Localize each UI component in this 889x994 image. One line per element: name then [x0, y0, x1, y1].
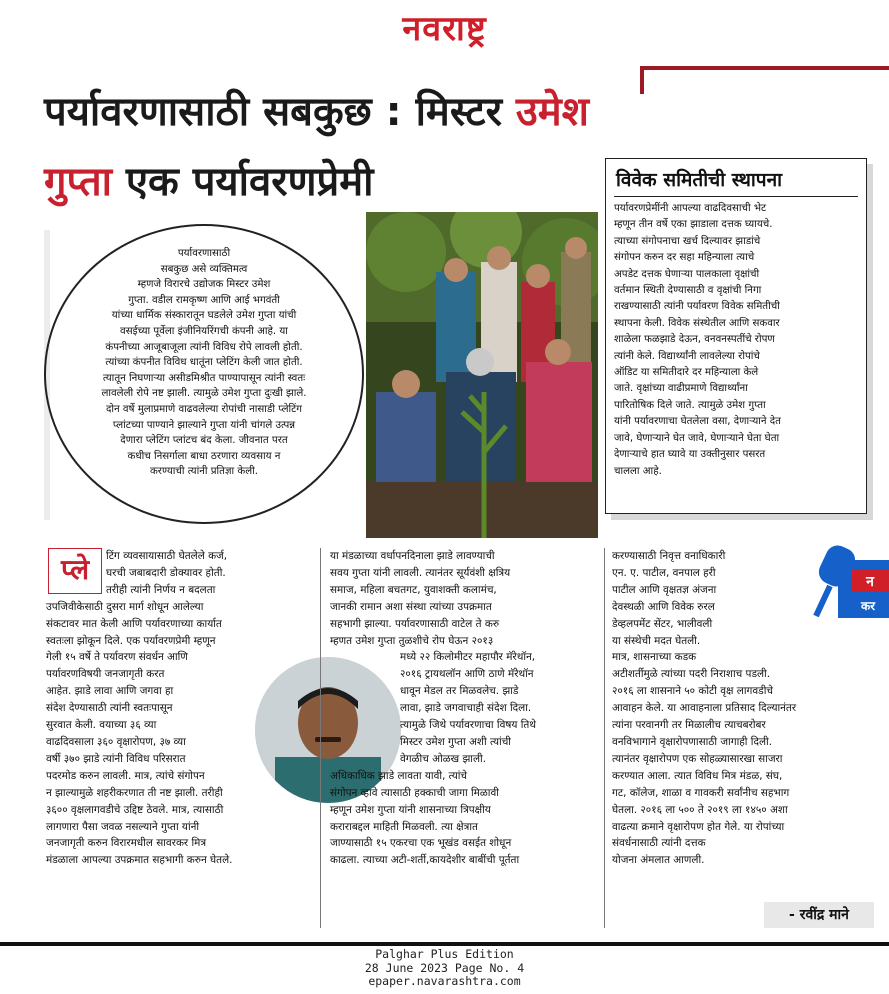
body-line: जाण्यासाठी १५ एकरचा एक भूखंड वसईत शोधून	[330, 837, 512, 850]
body-line: तरीही त्यांनी निर्णय न बदलता	[106, 583, 216, 596]
body-line: त्यामुळे जिथे पर्यावरणाचा विषय तिथे	[400, 719, 536, 732]
headline-highlight-1: उमेश	[515, 89, 589, 135]
intro-line: करण्याची त्यांनी प्रतिज्ञा केली.	[149, 466, 258, 478]
body-line: संदेश देण्यासाठी त्यांनी स्वतःपासून	[46, 702, 173, 715]
body-line: डेव्हलपमेंट सेंटर, भालीवली	[612, 617, 713, 630]
sidebar-line: त्यांनी केले. विद्यार्थ्यांनी लावलेल्या रोपांचे	[614, 350, 760, 362]
intro-line: सबकुछ असे व्यक्तिमत्व	[160, 263, 248, 275]
body-line: टिंग व्यवसायासाठी घेतलेले कर्ज,	[106, 550, 228, 562]
intro-line: प्लांटच्या पाण्याने झाल्याने गुप्ता यांनी चांगले उत्पन्न	[112, 419, 296, 431]
body-line: संगोपन व्हावे त्यासाठी हक्काची जागा मिळावी	[330, 786, 499, 799]
intro-line: कधीच निसर्गाला बाधा ठरणारा व्यवसाय न	[127, 450, 281, 462]
sidebar-line: वर्तमान स्थिती देण्यासाठी व वृक्षांची निगा	[614, 285, 762, 297]
body-column-2	[330, 548, 600, 869]
sidebar-line: देणाऱ्याचे हात घ्यावे या उक्तीनुसार पसरत	[614, 449, 766, 461]
masthead	[0, 0, 889, 52]
sidebar-line: चालला आहे.	[614, 465, 662, 477]
headline-line-2	[44, 156, 604, 208]
dropcap	[48, 548, 102, 594]
intro-line: त्यातून निघणाऱ्या असीडमिश्रीत पाण्यापासून त्यांनी स्वतः	[102, 372, 306, 384]
sidebar-line: ऑडिट या समितीदारे दर महिन्याला केले	[614, 367, 759, 379]
body-line: सवय गुप्ता यांनी लावली. त्यानंतर सूर्यवंशी क्षत्रिय	[330, 566, 511, 579]
body-line: मंडळाला आपल्या उपक्रमात सहभागी करुन घेतले.	[46, 854, 233, 867]
intro-line: पर्यावरणासाठी	[177, 248, 231, 259]
body-line: संवर्धनासाठी त्यांनी दत्तक	[612, 837, 706, 850]
footer-site: epaper.navarashtra.com	[368, 974, 521, 988]
logo-text-top: न	[866, 574, 874, 590]
body-line: योजना अंमलात आणली.	[612, 854, 705, 867]
body-line: या संस्थेची मदत घेतली.	[612, 634, 701, 647]
intro-line: कंपनीच्या आजूबाजूला त्यांनी विविध रोपे लावली होती.	[105, 341, 303, 353]
headline-text-2: एक पर्यावरणप्रेमी	[112, 159, 374, 205]
body-line: पाटील आणि वृक्षतज्ञ अंजना	[612, 583, 717, 596]
intro-line: वसईच्या पूर्वेला इंजीनियरिंगची कंपनी आहे. या	[120, 325, 288, 337]
footer-edition: Palghar Plus Edition	[375, 947, 514, 961]
tree-planting-photo-image	[366, 212, 598, 538]
sidebar-line: अपडेट दत्तक घेणाऱ्या पालकाला वृक्षांची	[614, 268, 760, 280]
body-line: अटीशर्तीमुळे त्यांच्या पदरी निराशाच पडली.	[612, 668, 771, 681]
column-divider-1	[320, 548, 321, 928]
body-line: करण्यासाठी निवृत्त वनाधिकारी	[612, 550, 726, 562]
intro-circle	[44, 224, 364, 524]
body-line: मध्ये २२ किलोमीटर महापौर मॅरेथॉन,	[400, 651, 536, 664]
headline-text-1: पर्यावरणासाठी सबकुछ : मिस्टर	[44, 89, 516, 135]
headline-line-1	[44, 86, 844, 138]
masthead-title: नवराष्ट्र	[402, 9, 487, 49]
body-line: वाढदिवसाला ३६० वृक्षारोपण, ३७ व्या	[46, 735, 186, 748]
sidebar-line: शाळेला फळझाडे देऊन, वनवनस्पतींचे रोपण	[614, 334, 775, 346]
microphone-logo-icon	[808, 536, 889, 640]
body-line: समाज, महिला बचतगट, युवाशक्ती कलामंच,	[330, 583, 497, 596]
body-line: २०१६ ला शासनाने ५० कोटी वृक्ष लागवडीचे	[612, 685, 774, 698]
sidebar-line: स्थापना केली. विवेक संस्थेतील आणि सकवार	[614, 317, 780, 329]
body-line: आवाहन केले. या आवाहनाला प्रतिसाद दिल्यानंतर	[612, 702, 797, 715]
body-line: कराराबद्दल माहिती मिळवली. त्या क्षेत्रात	[330, 820, 478, 833]
sidebar-line: पारितोषिक दिले जाते. त्यामुळे उमेश गुप्ता	[614, 399, 766, 411]
body-line: पदरमोड करुन लावली. मात्र, त्यांचे संगोपन	[46, 769, 205, 782]
sidebar-line: त्याच्या संगोपनाचा खर्च दिल्यावर झाडांचे	[614, 235, 761, 247]
body-line: म्हणून उमेश गुप्ता यांनी शासनाच्या त्रिपक्षीय	[330, 803, 491, 816]
body-line: अधिकाधिक झाडे लावता यावी, त्यांचे	[330, 769, 468, 782]
sidebar-line: जाते. वृक्षांच्या वाढीप्रमाणे विद्यार्थ्यांना	[614, 383, 748, 395]
body-line: जनजागृती करुन विरारमधील सावरकर मित्र	[46, 837, 207, 850]
body-line: जानकी रामान अशा संस्था त्यांच्या उपक्रमात	[330, 600, 492, 613]
top-rule	[640, 66, 889, 70]
body-line: घेतला. २०१६ ला ५०० ते २०१९ ला १४५० अशा	[612, 803, 788, 816]
sidebar-line: पर्यावरणप्रेमींनी आपल्या वाढदिवसाची भेट	[614, 203, 767, 214]
sidebar-title: विवेक समितीची स्थापना	[616, 169, 783, 191]
body-line: पर्यावरणविषयी जनजागृती करत	[46, 668, 165, 681]
body-line: वेगळीच ओळख झाली.	[400, 752, 487, 765]
body-line: त्यांना परवानगी तर मिळालीच त्याचबरोबर	[612, 719, 766, 732]
footer-date-page: 28 June 2023 Page No. 4	[364, 960, 525, 975]
body-line: आहेत. झाडे लावा आणि जगवा हा	[46, 685, 174, 698]
body-line: संकटावर मात केली आणि पर्यावरणाच्या कार्यात	[46, 617, 222, 630]
sidebar-line: म्हणून तीन वर्षे एका झाडाला दत्तक घ्यायचे.	[614, 219, 773, 231]
body-line: ३६०० वृक्षलागवडीचे उद्दिष्ट ठेवले. मात्र, त्यासाठी	[46, 803, 224, 816]
body-line: धावून मेडल तर मिळवलेच. झाडे	[400, 685, 519, 698]
sidebar-title-rule	[614, 196, 858, 197]
sidebar-body	[606, 201, 866, 480]
body-line: एन. ए. पाटील, वनपाल हरी	[612, 566, 716, 579]
body-line: गट, कॉलेज, शाळा व गावकरी सर्वांनीच सहभाग	[612, 786, 790, 799]
sidebar-line: संगोपन करुन दर सहा महिन्याला त्याचे	[614, 252, 755, 264]
intro-line: लावलेली रोपे नष्ट झाली. त्यामुळे उमेश गुप्ता दुःखी झाले.	[101, 388, 307, 400]
sidebar-line: जावे, घेणाऱ्याने घेत जावे, घेणाऱ्याने घेता घेता	[614, 432, 780, 444]
body-line: काढला. त्याच्या अटी-शर्ती,कायदेशीर बाबींची पूर्तता	[330, 854, 520, 867]
body-line: उपजिवीकेसाठी दुसरा मार्ग शोधून आलेल्या	[46, 600, 204, 613]
sidebar-box	[605, 158, 867, 514]
body-line: २०१६ ट्रायथलॉन आणि ठाणे मॅरेथॉन	[400, 668, 534, 681]
body-line: लावा, झाडे जगवाचाही संदेश दिला.	[400, 702, 532, 715]
body-line: सहभागी झाल्या. पर्यावरणासाठी वाटेल ते करु	[330, 617, 500, 630]
body-line: त्यानंतर वृक्षारोपण एक सोहळ्यासारखा साजरा	[612, 752, 783, 765]
headline-highlight-2: गुप्ता	[44, 159, 112, 205]
footer	[0, 948, 889, 989]
body-line: करण्यात आला. त्यात विविध मित्र मंडळ, संघ,	[612, 769, 783, 782]
body-line: वनविभागाने वृक्षारोपणासाठी जागाही दिली.	[612, 735, 773, 748]
body-line: घरची जबाबदारी डोक्यावर होती.	[106, 566, 226, 579]
byline: - रवींद्र माने	[764, 902, 874, 928]
body-line: स्वतःला झोकून दिले. एक पर्यावरणप्रेमी म्हणून	[46, 634, 216, 647]
sidebar-line: राखण्यासाठी त्यांनी पर्यावरण विवेक समितीची	[614, 301, 780, 313]
body-line: सुरवात केली. वयाच्या ३६ व्या	[46, 719, 157, 732]
body-line: लागणारा पैसा जवळ नसल्याने गुप्ता यांनी	[46, 820, 200, 833]
intro-line: गुप्ता. वडील रामकृष्ण आणि आई भगवंती	[128, 294, 280, 306]
body-line: न झाल्यामुळे शहरीकरणात ती नष्ट झाली. तरीही	[46, 786, 223, 799]
body-line: म्हणत उमेश गुप्ता तुळशीचे रोप घेऊन २०१३	[330, 634, 494, 647]
intro-line: दोन वर्षे मुलाप्रमाणे वाढवलेल्या रोपांची नासाडी प्लेटिंग	[105, 403, 302, 415]
dropcap-letter: प्ले	[60, 553, 90, 586]
intro-line: देणारा प्लेटिंग प्लांटच बंद केला. जीवनात परत	[120, 435, 288, 447]
body-line: वर्षी ३७० झाडे त्यांनी विविध परिसरात	[46, 752, 186, 765]
event-photo	[366, 212, 598, 538]
body-line: वाढत्या क्रमाने वृक्षारोपण होत गेले. या रोपांच्या	[612, 820, 785, 833]
body-line: मिस्टर उमेश गुप्ता अशी त्यांची	[400, 735, 511, 748]
news-logo	[808, 536, 889, 640]
body-line: देवस्थळी आणि विवेक रुरल	[612, 600, 715, 613]
logo-text-bottom: कर	[860, 599, 876, 613]
body-line: मात्र, शासनाच्या कडक	[612, 651, 697, 664]
bottom-rule	[0, 942, 889, 946]
body-line: या मंडळाच्या वर्धापनदिनाला झाडे लावण्याची	[330, 550, 495, 562]
intro-line: म्हणजे विरारचे उद्योजक मिस्टर उमेश	[137, 279, 271, 291]
body-line: गेली १५ वर्षे ते पर्यावरण संवर्धन आणि	[46, 651, 188, 664]
intro-line: यांच्या धार्मिक संस्कारातून घडलेले उमेश गुप्ता यांची	[111, 310, 297, 322]
column-divider-2	[604, 548, 605, 928]
sidebar-line: यांनी पर्यावरणाचा घेतलेला वसा, देणाऱ्याने देत	[614, 416, 781, 428]
intro-line: त्यांच्या कंपनीत विविध धातूंना प्लेटिंग केली जात होती.	[105, 357, 303, 369]
